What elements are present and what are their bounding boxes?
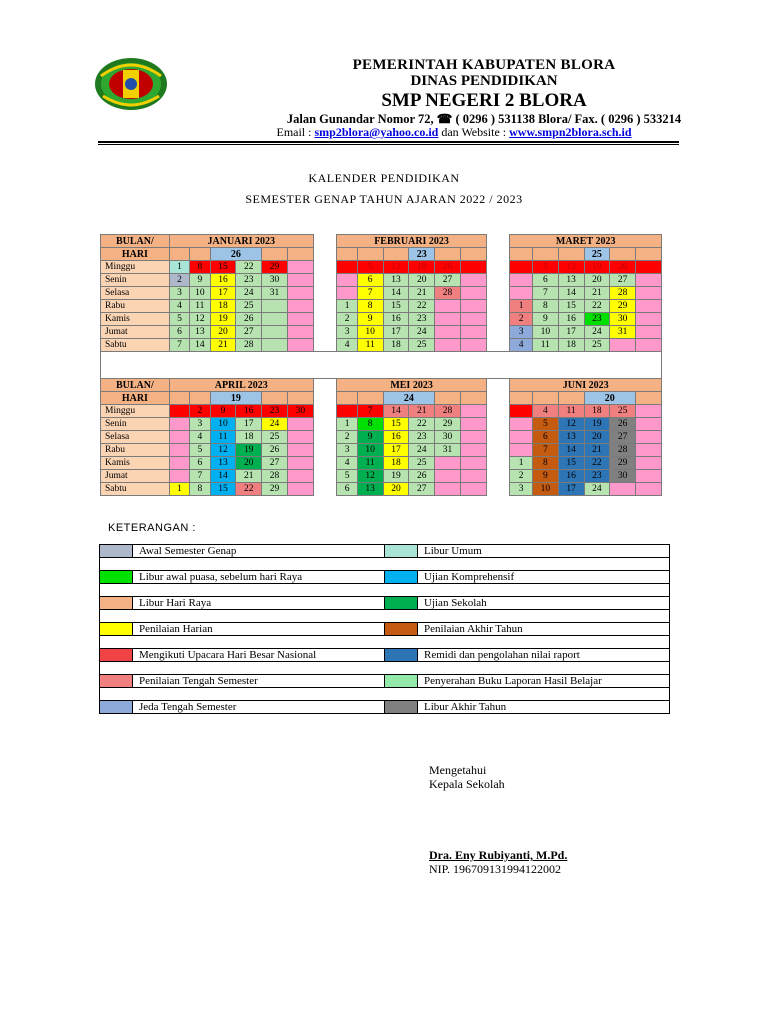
signature-acknowledged: Mengetahui (429, 763, 487, 777)
month-jun-effective: 20 (584, 392, 636, 405)
month-apr-effective: 19 (210, 392, 262, 405)
bulan-label-2: BULAN/ (101, 379, 170, 392)
calendar-table-q1 (100, 234, 662, 496)
month-may-title: MEI 2023 (337, 379, 486, 392)
month-feb-title: FEBRUARI 2023 (337, 235, 486, 248)
table-row: Rabu 4 11 18 25 1 8 15 22 1 8 15 22 29 (101, 300, 662, 313)
website-label: dan Website : (438, 125, 510, 139)
hari-label-2: HARI (101, 392, 170, 405)
legend-row: Libur Hari Raya Ujian Sekolah (100, 597, 670, 610)
table-row: Rabu 5 12 19 26 3 10 17 24 31 7 14 21 28 (101, 444, 662, 457)
month-jan-title: JANUARI 2023 (169, 235, 313, 248)
legend-table (99, 544, 670, 714)
table-row: Kamis 5 12 19 26 2 9 16 23 2 9 16 23 30 (101, 313, 662, 326)
table-row: Senin 2 9 16 23 30 6 13 20 27 6 13 20 27 (101, 274, 662, 287)
legend-row: Libur awal puasa, sebelum hari Raya Ujian Komprehensif (100, 571, 670, 584)
header-government: PEMERINTAH KABUPATEN BLORA (352, 57, 616, 73)
document-title: KALENDER PENDIDIKAN (308, 171, 460, 185)
table-row: Minggu 1 8 15 22 29 5 12 19 26 5 12 19 26 (101, 261, 662, 274)
legend-title: KETERANGAN : (108, 522, 196, 534)
table-row: Minggu 2 9 16 23 30 7 14 21 28 4 11 18 25 (101, 405, 662, 418)
table-row: Senin 3 10 17 24 1 8 15 22 29 5 12 19 26 (101, 418, 662, 431)
bulan-label: BULAN/ (101, 235, 170, 248)
header-contact (0, 125, 768, 140)
header-department: DINAS PENDIDIKAN (410, 73, 558, 89)
legend-row: Mengikuti Upacara Hari Besar Nasional Remidi dan pengolahan nilai raport (100, 649, 670, 662)
month-mar-effective: 25 (584, 248, 610, 261)
signature-role: Kepala Sekolah (429, 777, 505, 791)
header-divider (98, 141, 679, 143)
month-mar-title: MARET 2023 (510, 235, 662, 248)
document-subtitle: SEMESTER GENAP TAHUN AJARAN 2022 / 2023 (245, 192, 523, 206)
legend-row: Penilaian Harian Penilaian Akhir Tahun (100, 623, 670, 636)
month-jun-title: JUNI 2023 (510, 379, 662, 392)
table-row: Selasa 3 10 17 24 31 7 14 21 28 7 14 21 28 (101, 287, 662, 300)
header-address: Jalan Gunandar Nomor 72, ☎ ( 0296 ) 531138 Blora/ Fax. ( 0296 ) 533214 (286, 112, 682, 126)
hari-label: HARI (101, 248, 170, 261)
table-row: Jumat 7 14 21 28 5 12 19 26 2 9 16 23 30 (101, 470, 662, 483)
legend-row: Penilaian Tengah Semester Penyerahan Buku Laporan Hasil Belajar (100, 675, 670, 688)
signature-name: Dra. Eny Rubiyanti, M.Pd. (429, 848, 568, 862)
table-row: Sabtu 1 8 15 22 29 6 13 20 27 3 10 17 24 (101, 483, 662, 496)
month-may-effective: 24 (383, 392, 435, 405)
month-feb-effective: 23 (409, 248, 435, 261)
month-apr-title: APRIL 2023 (169, 379, 313, 392)
signature-nip: NIP. 196709131994122002 (429, 862, 562, 876)
month-jan-effective: 26 (210, 248, 262, 261)
table-row: Sabtu 7 14 21 28 4 11 18 25 4 11 18 25 (101, 339, 662, 352)
email-link[interactable]: smp2blora@yahoo.co.id (314, 125, 439, 139)
website-link[interactable]: www.smpn2blora.sch.id (509, 125, 632, 139)
table-row: Kamis 6 13 20 27 4 11 18 25 1 8 15 22 29 (101, 457, 662, 470)
table-row: Selasa 4 11 18 25 2 9 16 23 30 6 13 20 27 (101, 431, 662, 444)
header-school-name: SMP NEGERI 2 BLORA (381, 90, 587, 111)
legend-row: Awal Semester Genap Libur Umum (100, 545, 670, 558)
legend-row: Jeda Tengah Semester Libur Akhir Tahun (100, 701, 670, 714)
email-label: Email : (276, 125, 315, 139)
table-row: Jumat 6 13 20 27 3 10 17 24 3 10 17 24 31 (101, 326, 662, 339)
header-divider-thin (98, 144, 679, 145)
